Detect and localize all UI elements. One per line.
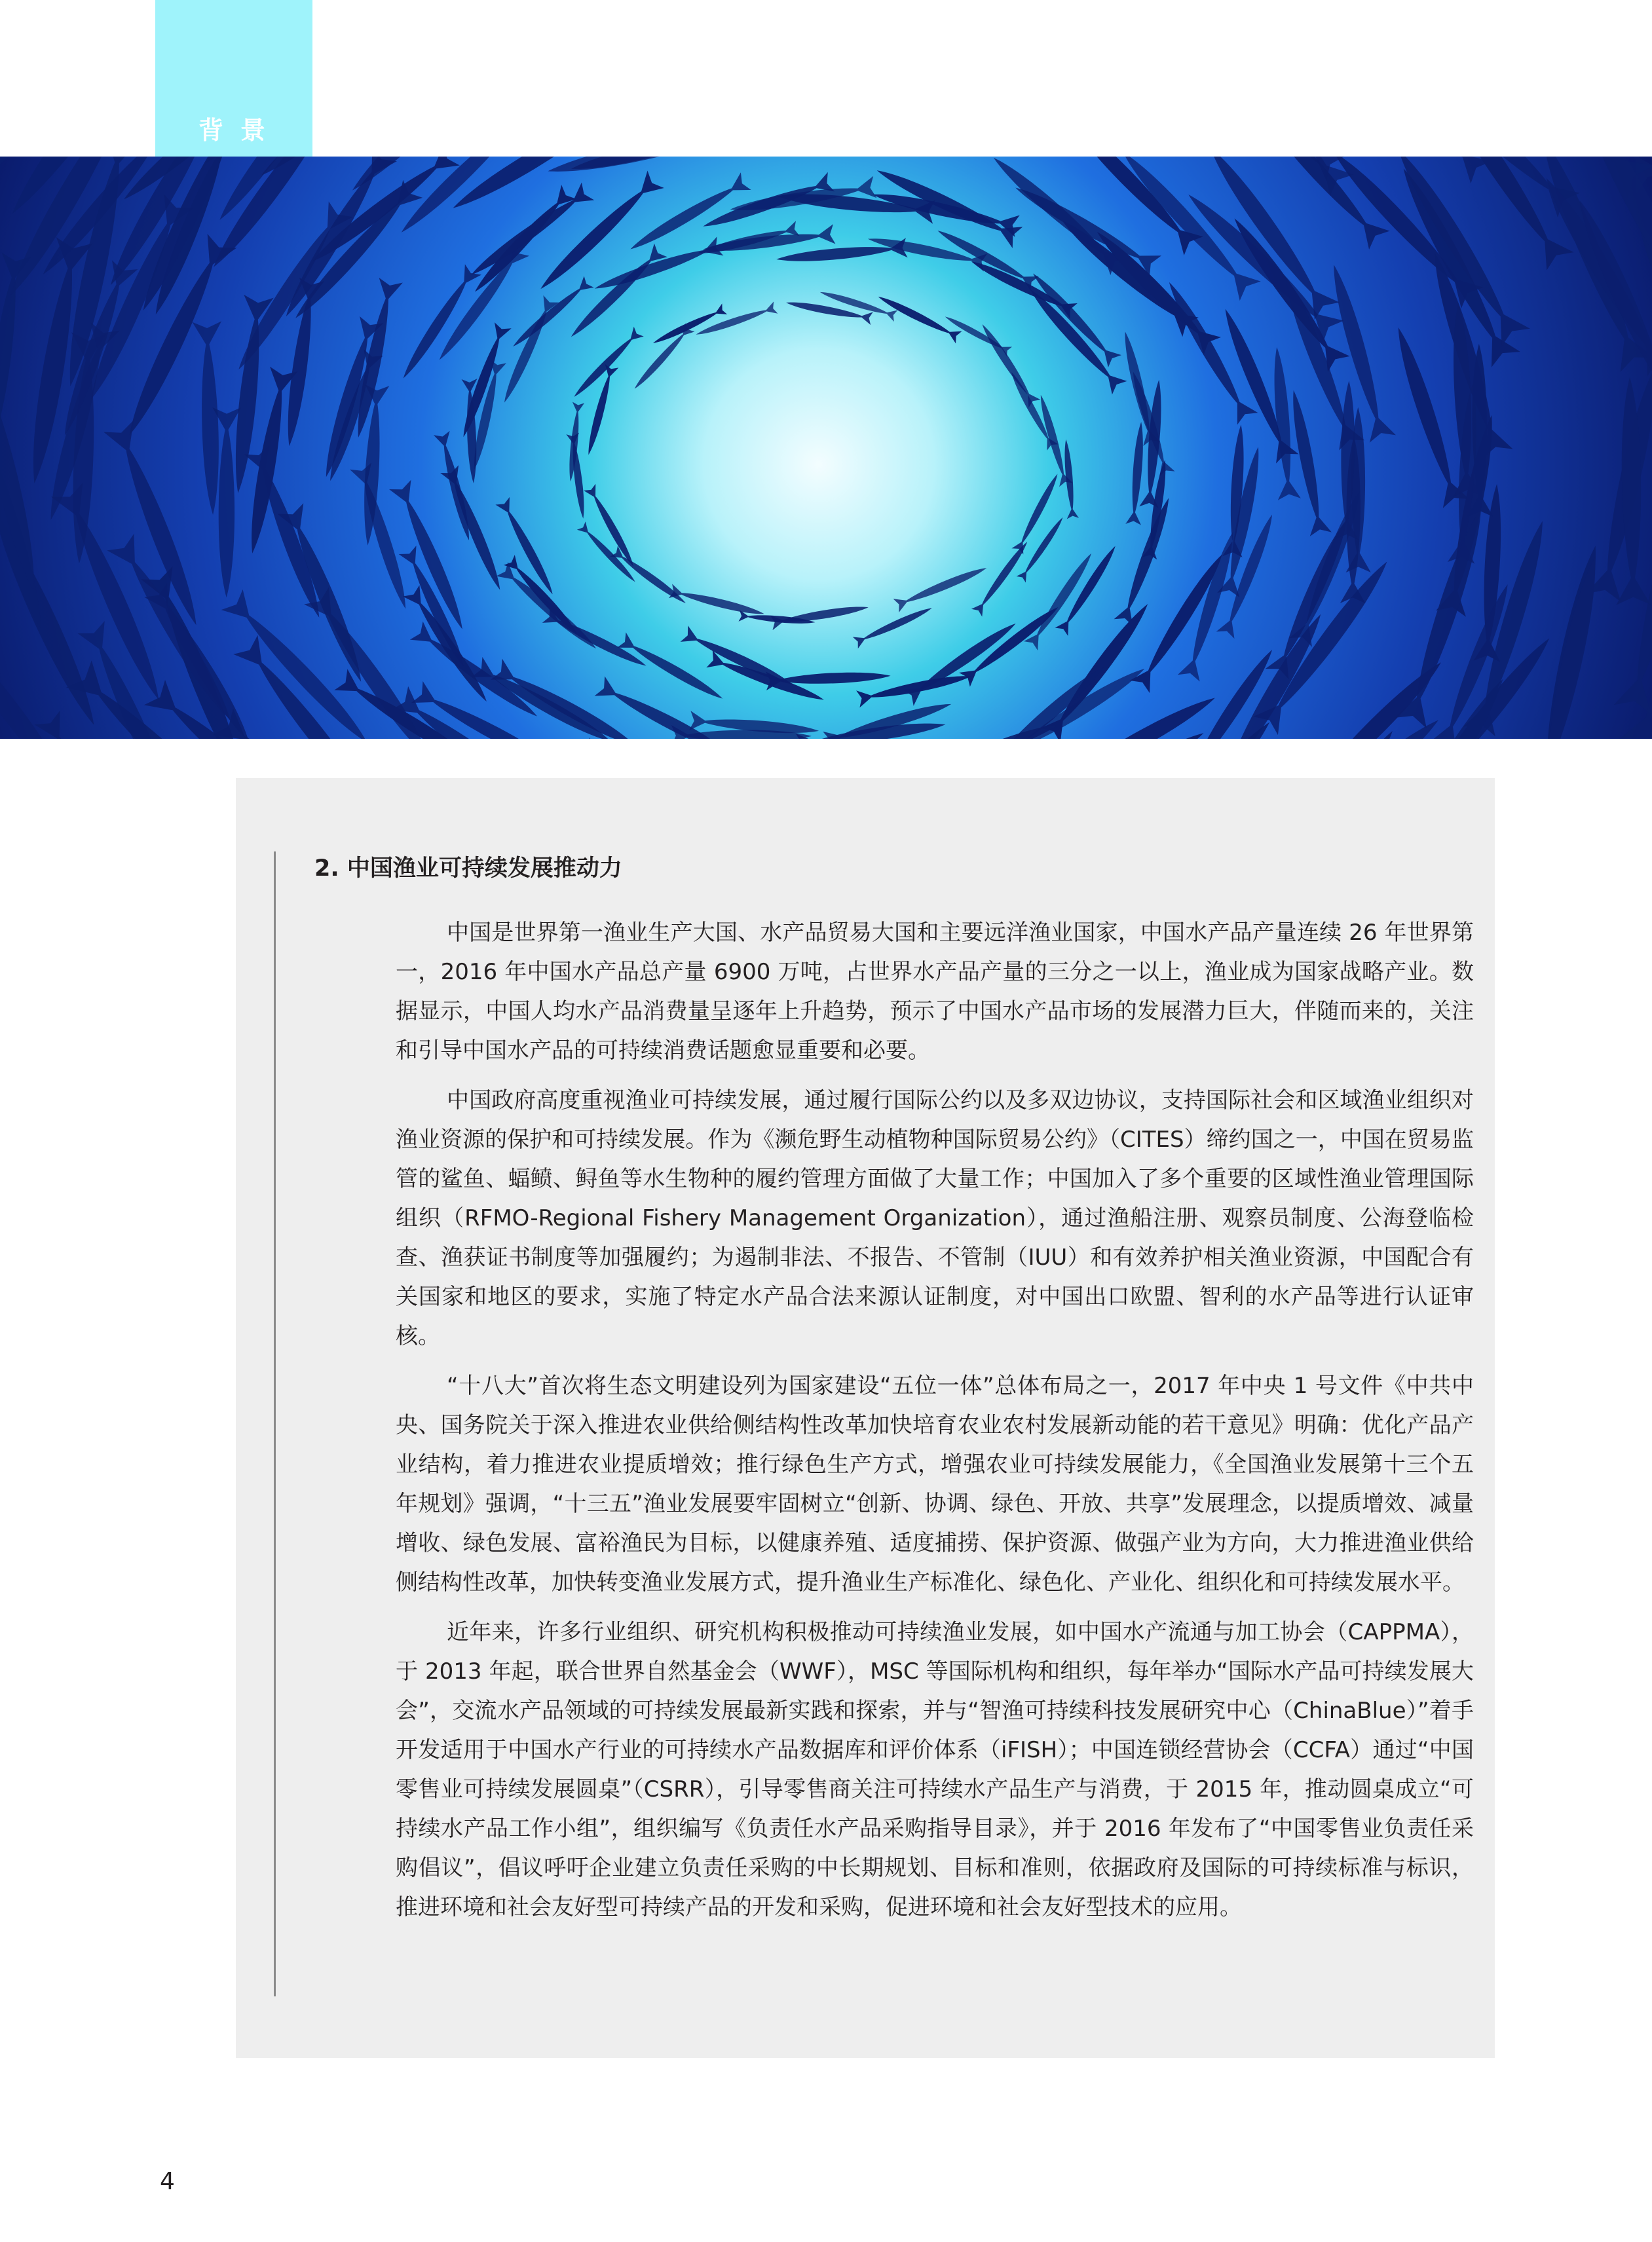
section-body (396, 913, 1474, 1937)
section-tab-label: 背景 (198, 116, 283, 145)
hero-image (0, 157, 1652, 739)
paragraph-1: 中国是世界第一渔业生产大国、水产品贸易大国和主要远洋渔业国家，中国水产品产量连续 26 年世界第一，2016 年中国水产品总产量 6900 万吨，占世界水产品产量的三分之一以上，渔业成为国家战略产业。数据显示，中国人均水产品消费量呈逐年上升趋势，预示了中国水产品市场的发展潜力巨大，伴随而来的，关注和引导中国水产品的可持续消费话题愈显重要和必要。 (396, 920, 1474, 1064)
paragraph-2: 中国政府高度重视渔业可持续发展，通过履行国际公约以及多双边协议，支持国际社会和区域渔业组织对渔业资源的保护和可持续发展。作为《濒危野生动植物种国际贸易公约》（CITES）缔约国之一，中国在贸易监管的鲨鱼、蝠鲼、鲟鱼等水生物种的履约管理方面做了大量工作；中国加入了多个重要的区域性渔业管理国际组织（RFMO-Regional Fishery Management Organization），通过渔船注册、观察员制度、公海登临检查、渔获证书制度等加强履约；为遏制非法、不报告、不管制（IUU）和有效养护相关渔业资源，中国配合有关国家和地区的要求，实施了特定水产品合法来源认证制度，对中国出口欧盟、智利的水产品等进行认证审核。 (396, 1087, 1474, 1349)
section-heading: 2. 中国渔业可持续发展推动力 (314, 855, 622, 882)
school-of-fish-icon (0, 157, 1652, 739)
paragraph-3: “十八大”首次将生态文明建设列为国家建设“五位一体”总体布局之一，2017 年中央 1 号文件《中共中央、国务院关于深入推进农业供给侧结构性改革加快培育农业农村发展新动能的若干意见》明确：优化产品产业结构，着力推进农业提质增效；推行绿色生产方式，增强农业可持续发展能力，《全国渔业发展第十三个五年规划》强调，“十三五”渔业发展要牢固树立“创新、协调、绿色、开放、共享”发展理念，以提质增效、减量增收、绿色发展、富裕渔民为目标，以健康养殖、适度捕捞、保护资源、做强产业为方向，大力推进渔业供给侧结构性改革，加快转变渔业发展方式，提升渔业生产标准化、绿色化、产业化、组织化和可持续发展水平。 (396, 1373, 1474, 1596)
page-number: 4 (160, 2168, 175, 2195)
paragraph-4: 近年来，许多行业组织、研究机构积极推动可持续渔业发展，如中国水产流通与加工协会（CAPPMA），于 2013 年起，联合世界自然基金会（WWF），MSC 等国际机构和组织，每年举办“国际水产品可持续发展大会”，交流水产品领域的可持续发展最新实践和探索，并与“智渔可持续科技发展研究中心（ChinaBlue）”着手开发适用于中国水产行业的可持续水产品数据库和评价体系（iFISH）；中国连锁经营协会（CCFA）通过“中国零售业可持续发展圆桌”（CSRR），引导零售商关注可持续水产品生产与消费，于 2015 年，推动圆桌成立“可持续水产品工作小组”，组织编写《负责任水产品采购指导目录》，并于 2016 年发布了“中国零售业负责任采购倡议”，倡议呼吁企业建立负责任采购的中长期规划、目标和准则，依据政府及国际的可持续标准与标识，推进环境和社会友好型可持续产品的开发和采购，促进环境和社会友好型技术的应用。 (396, 1619, 1474, 1920)
section-rule (274, 851, 276, 1996)
